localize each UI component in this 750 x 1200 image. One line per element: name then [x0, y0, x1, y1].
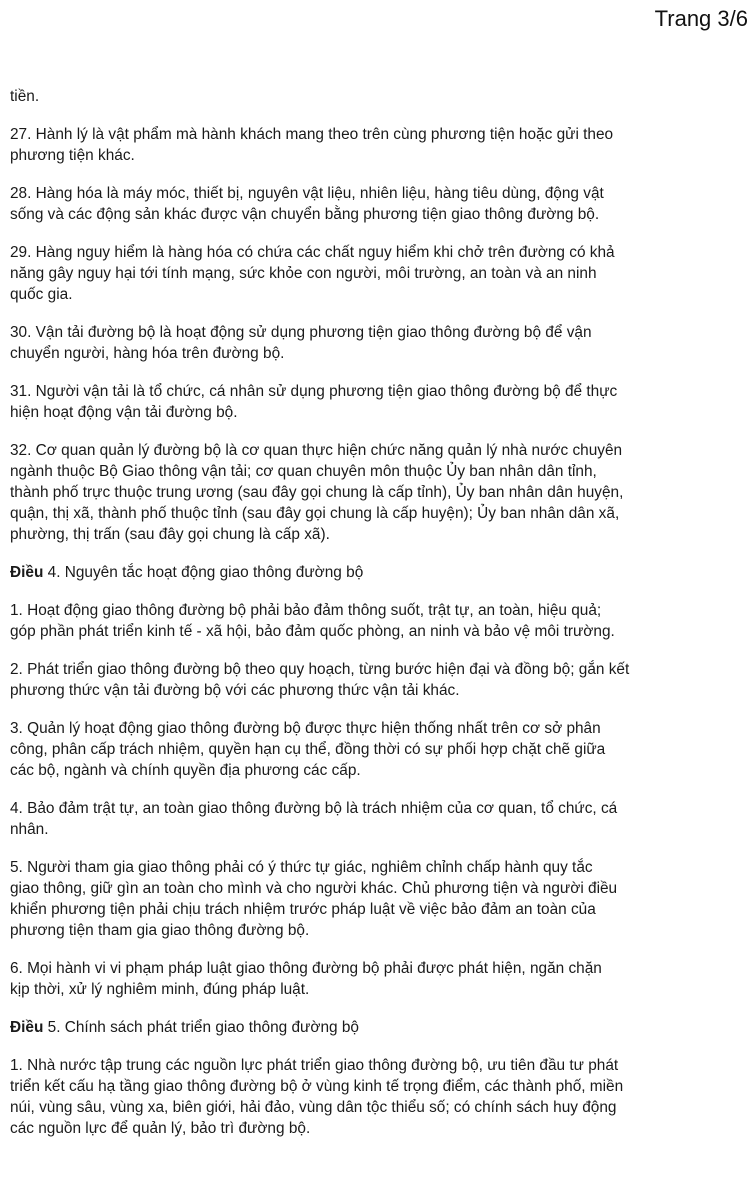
paragraph: [10, 242, 742, 305]
paragraph-line: phường, thị trấn (sau đây gọi chung là cấp xã).: [10, 526, 330, 543]
paragraph-line: 2. Phát triển giao thông đường bộ theo quy hoạch, từng bước hiện đại và đồng bộ; gắn kết: [10, 661, 630, 678]
paragraph-line: 32. Cơ quan quản lý đường bộ là cơ quan thực hiện chức năng quản lý nhà nước chuyên: [10, 442, 623, 459]
article-title: 5. Chính sách phát triển giao thông đường bộ: [43, 1019, 359, 1036]
paragraph-line: quốc gia.: [10, 286, 73, 303]
article-label: Điều: [10, 1019, 44, 1036]
paragraph-line: kịp thời, xử lý nghiêm minh, đúng pháp luật.: [10, 981, 310, 998]
paragraph: [10, 659, 742, 701]
article-label: Điều: [10, 564, 44, 581]
paragraph-line: khiển phương tiện phải chịu trách nhiệm trước pháp luật về việc bảo đảm an toàn của: [10, 901, 596, 918]
paragraph: [10, 600, 742, 642]
paragraph-line: 28. Hàng hóa là máy móc, thiết bị, nguyên vật liệu, nhiên liệu, hàng tiêu dùng, động vật: [10, 185, 604, 202]
paragraph: [10, 718, 742, 781]
paragraph-line: sống và các động sản khác được vận chuyển bằng phương tiện giao thông đường bộ.: [10, 206, 600, 223]
paragraph-line: phương tiện tham gia giao thông đường bộ.: [10, 922, 310, 939]
paragraph: [10, 183, 742, 225]
paragraph-line: 3. Quản lý hoạt động giao thông đường bộ được thực hiện thống nhất trên cơ sở phân: [10, 720, 601, 737]
paragraph-line: chuyển người, hàng hóa trên đường bộ.: [10, 345, 285, 362]
paragraph: [10, 440, 742, 545]
paragraph-line: các nguồn lực để quản lý, bảo trì đường bộ.: [10, 1120, 311, 1137]
paragraph-line: phương tiện khác.: [10, 147, 135, 164]
paragraph-line: phương thức vận tải đường bộ với các phương thức vận tải khác.: [10, 682, 460, 699]
paragraph-line: nhân.: [10, 821, 49, 838]
paragraph-line: năng gây nguy hại tới tính mạng, sức khỏe con người, môi trường, an toàn và an ninh: [10, 265, 597, 282]
paragraph: [10, 86, 742, 107]
paragraph-line: 4. Bảo đảm trật tự, an toàn giao thông đường bộ là trách nhiệm của cơ quan, tổ chức, cá: [10, 800, 618, 817]
paragraph-line: góp phần phát triển kinh tế - xã hội, bảo đảm quốc phòng, an ninh và bảo vệ môi trường.: [10, 623, 615, 640]
paragraph-line: triển kết cấu hạ tầng giao thông đường bộ ở vùng kinh tế trọng điểm, các thành phố, miền: [10, 1078, 624, 1095]
paragraph-line: 1. Nhà nước tập trung các nguồn lực phát triển giao thông đường bộ, ưu tiên đầu tư phát: [10, 1057, 619, 1074]
paragraph-line: thành phố trực thuộc trung ương (sau đây gọi chung là cấp tỉnh), Ủy ban nhân dân huyện,: [10, 484, 624, 501]
paragraph-line: 1. Hoạt động giao thông đường bộ phải bảo đảm thông suốt, trật tự, an toàn, hiệu quả;: [10, 602, 602, 619]
paragraph-line: hiện hoạt động vận tải đường bộ.: [10, 404, 238, 421]
paragraph-line: 5. Người tham gia giao thông phải có ý thức tự giác, nghiêm chỉnh chấp hành quy tắc: [10, 859, 593, 876]
paragraph-line: 27. Hành lý là vật phẩm mà hành khách mang theo trên cùng phương tiện hoặc gửi theo: [10, 126, 614, 143]
article-title: 4. Nguyên tắc hoạt động giao thông đường bộ: [43, 564, 364, 581]
paragraph-line: tiền.: [10, 88, 40, 105]
paragraph-line: 6. Mọi hành vi vi phạm pháp luật giao thông đường bộ phải được phát hiện, ngăn chặn: [10, 960, 602, 977]
paragraph-line: ngành thuộc Bộ Giao thông vận tải; cơ quan chuyên môn thuộc Ủy ban nhân dân tỉnh,: [10, 463, 597, 480]
paragraph-line: quận, thị xã, thành phố thuộc tỉnh (sau đây gọi chung là cấp huyện); Ủy ban nhân dân xã,: [10, 505, 620, 522]
paragraph: [10, 322, 742, 364]
paragraph-line: công, phân cấp trách nhiệm, quyền hạn cụ thể, đồng thời có sự phối hợp chặt chẽ giữa: [10, 741, 606, 758]
definitions-group: [10, 86, 742, 545]
page-indicator: Trang 3/6: [654, 6, 748, 31]
paragraph-line: 31. Người vận tải là tổ chức, cá nhân sử dụng phương tiện giao thông đường bộ để thực: [10, 383, 618, 400]
article-4-heading: [10, 562, 742, 583]
paragraph: [10, 958, 742, 1000]
article-4-clauses: [10, 600, 742, 1000]
paragraph: [10, 381, 742, 423]
article-5-clauses: [10, 1055, 742, 1139]
paragraph-line: núi, vùng sâu, vùng xa, biên giới, hải đảo, vùng dân tộc thiểu số; có chính sách huy động: [10, 1099, 617, 1116]
paragraph-line: giao thông, giữ gìn an toàn cho mình và cho người khác. Chủ phương tiện và người điều: [10, 880, 618, 897]
document-body: [10, 86, 742, 1156]
article-5-heading: [10, 1017, 742, 1038]
paragraph-line: 29. Hàng nguy hiểm là hàng hóa có chứa các chất nguy hiểm khi chở trên đường có khả: [10, 244, 615, 261]
paragraph-line: 30. Vận tải đường bộ là hoạt động sử dụng phương tiện giao thông đường bộ để vận: [10, 324, 592, 341]
paragraph: [10, 1055, 742, 1139]
paragraph: [10, 857, 742, 941]
paragraph: [10, 798, 742, 840]
paragraph: [10, 124, 742, 166]
paragraph-line: các bộ, ngành và chính quyền địa phương các cấp.: [10, 762, 361, 779]
